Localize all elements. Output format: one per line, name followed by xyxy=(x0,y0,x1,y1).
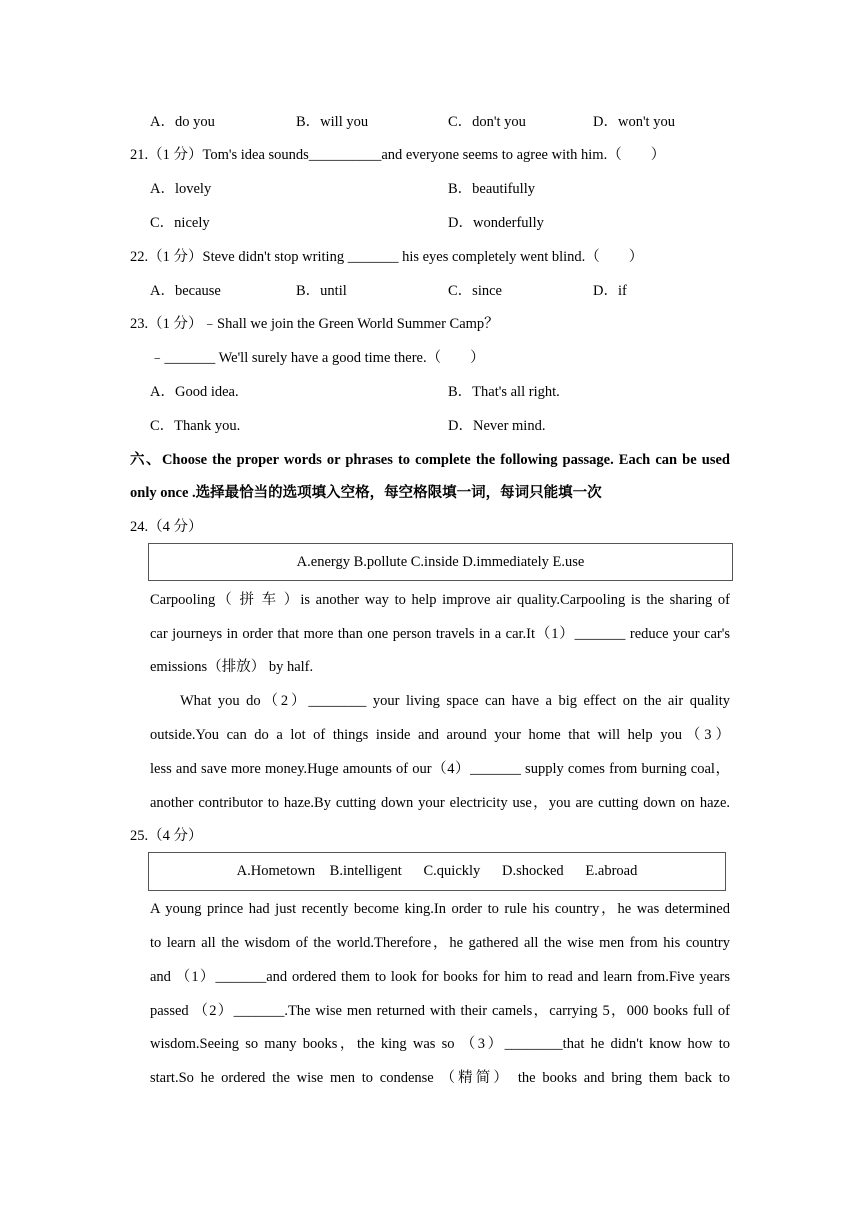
q24-passage-line-2: car journeys in order that more than one person travels in a car.It（1）_______ reduce your car's xyxy=(150,626,730,642)
q20-option-d[interactable]: D．won't you xyxy=(593,114,675,130)
q22-option-a[interactable]: A．because xyxy=(150,283,221,299)
q25-passage-line-4: passed （2）_______.The wise men returned with their camels，carrying 5，000 books full of xyxy=(150,1003,730,1019)
q23-option-c[interactable]: C．Thank you. xyxy=(150,418,241,434)
q25-label: 25.（4 分） xyxy=(130,828,203,844)
q24-label: 24.（4 分） xyxy=(130,519,203,535)
q24-passage-line-6: less and save more money.Huge amounts of our（4）_______ supply comes from burning coal， xyxy=(150,761,730,777)
q23-option-d[interactable]: D．Never mind. xyxy=(448,418,546,434)
q20-option-c[interactable]: C．don't you xyxy=(448,114,526,130)
q24-passage-line-1: Carpooling（ 拼 车 ）is another way to help improve air quality.Carpooling is the sharing of xyxy=(150,592,730,608)
q22-option-d[interactable]: D．if xyxy=(593,283,627,299)
q23-option-b[interactable]: B．That's all right. xyxy=(448,384,560,400)
q23-stem: 23.（1 分）﹣Shall we join the Green World Summer Camp？ xyxy=(130,316,499,332)
q24-passage-line-3: emissions（排放） by half. xyxy=(150,659,314,675)
q24-passage-line-5: outside.You can do a lot of things inside and around your home that will help you（3） xyxy=(150,727,730,743)
q22-option-b[interactable]: B．until xyxy=(296,283,347,299)
q21-stem: 21.（1 分）Tom's idea sounds__________and everyone seems to agree with him.（ ） xyxy=(130,147,666,163)
q21-option-d[interactable]: D．wonderfully xyxy=(448,215,544,231)
q25-passage-line-3: and （1）_______and ordered them to look for books for him to read and learn from.Five years xyxy=(150,969,730,985)
section-6-heading-line-2: only once .选择最恰当的选项填入空格，每空格限填一词，每词只能填一次 xyxy=(130,485,602,501)
q25-passage-line-6: start.So he ordered the wise men to condense （精简） the books and bring them back to xyxy=(150,1070,730,1086)
q24-word-box-text: A.energy B.pollute C.inside D.immediately E.use xyxy=(296,553,585,570)
q25-word-box xyxy=(148,852,726,891)
q22-stem: 22.（1 分）Steve didn't stop writing _______ his eyes completely went blind.（ ） xyxy=(130,249,644,265)
q24-word-box xyxy=(148,543,733,581)
q24-passage-line-4: What you do（2）________ your living space can have a big effect on the air quality xyxy=(180,693,730,709)
q20-option-b[interactable]: B．will you xyxy=(296,114,369,130)
q22-option-c[interactable]: C．since xyxy=(448,283,502,299)
q23-stem-reply: ﹣_______ We'll surely have a good time there.（ ） xyxy=(150,350,485,366)
q21-option-c[interactable]: C．nicely xyxy=(150,215,210,231)
q25-passage-line-1: A young prince had just recently become king.In order to rule his country，he was determined xyxy=(150,901,730,917)
q24-passage-line-7: another contributor to haze.By cutting down your electricity use，you are cutting down on haze. xyxy=(150,795,730,811)
q20-option-a[interactable]: A．do you xyxy=(150,114,215,130)
q23-option-a[interactable]: A．Good idea. xyxy=(150,384,239,400)
q25-passage-line-2: to learn all the wisdom of the world.Therefore，he gathered all the wise men from his country xyxy=(150,935,730,951)
section-6-heading-line-1: 六、Choose the proper words or phrases to complete the following passage. Each can be used xyxy=(130,452,730,468)
q21-option-b[interactable]: B．beautifully xyxy=(448,181,535,197)
q21-option-a[interactable]: A．lovely xyxy=(150,181,212,197)
q25-word-box-text: A.Hometown B.intelligent C.quickly D.shocked E.abroad xyxy=(236,863,638,879)
q25-passage-line-5: wisdom.Seeing so many books，the king was so （3）________that he didn't know how to xyxy=(150,1036,730,1052)
